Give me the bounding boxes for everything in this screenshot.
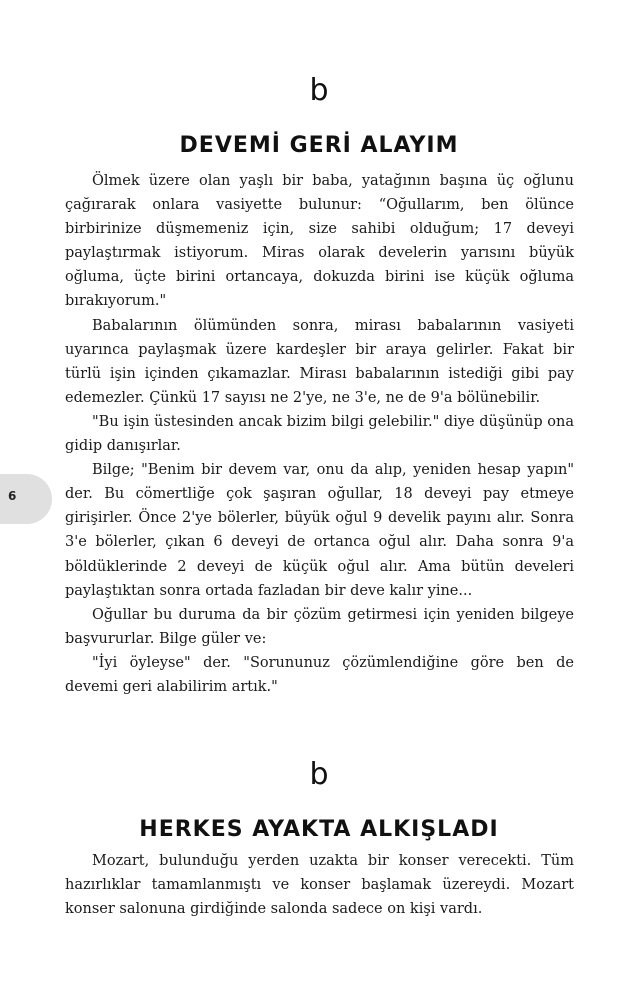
section-body	[65, 169, 574, 699]
paragraph: "İyi öyleyse" der. "Sorununuz çözümlendiğine göre ben de devemi geri alabilirim artık."	[65, 654, 574, 695]
section-body	[65, 849, 574, 921]
section-title: HERKES AYAKTA ALKIŞLADI	[139, 817, 499, 842]
page-number-tab	[0, 474, 52, 524]
section-ornament: b	[309, 757, 329, 792]
paragraph: Oğullar bu duruma da bir çözüm getirmesi için yeniden bilgeye başvururlar. Bilge güler ve:	[65, 606, 574, 647]
paragraph: Babalarının ölümünden sonra, mirası babalarının vasiyeti uyarınca paylaşmak üzere kardeşler bir araya gelirler. Fakat bir türlü işin içinden çıkamazlar. Mirası babalarının istediği gibi pay edemezler. Çünkü 17 sayısı ne 2'ye, ne 3'e, ne de 9'a bölünebilir.	[65, 317, 574, 406]
paragraph: Ölmek üzere olan yaşlı bir baba, yatağının başına üç oğlunu çağırarak onlara vasiyette bulunur: “Oğullarım, ben ölünce birbirinize düşmemeniz için, size sahibi olduğum; 17 deveyi paylaştırmak istiyorum. Miras olarak develerin yarısını büyük oğluma, üçte birini ortancaya, dokuzda birini ise küçük oğluma bırakıyorum."	[65, 173, 574, 310]
paragraph: Bilge; "Benim bir devem var, onu da alıp, yeniden hesap yapın" der. Bu cömertliğe çok şaşıran oğullar, 18 deveyi pay etmeye girişirler. Önce 2'ye bölerler, büyük oğul 9 develik payını alır. Sonra 3'e bölerler, çıkan 6 deveyi de ortanca oğul alır. Daha sonra 9'a böldüklerinde 2 deveyi de küçük oğul alır. Ama bütün develeri paylaştıktan sonra ortada fazladan bir deve kalır yine...	[65, 462, 574, 599]
paragraph: Mozart, bulunduğu yerden uzakta bir konser verecekti. Tüm hazırlıklar tamamlanmıştı ve konser başlamak üzereydi. Mozart konser salonuna girdiğinde salonda sadece on kişi vardı.	[65, 853, 574, 918]
page-number: 6	[8, 489, 17, 503]
paragraph: "Bu işin üstesinden ancak bizim bilgi gelebilir." diye düşünüp ona gidip danışırlar.	[65, 413, 574, 455]
section-title: DEVEMİ GERİ ALAYIM	[179, 133, 459, 158]
section-ornament: b	[309, 73, 329, 108]
